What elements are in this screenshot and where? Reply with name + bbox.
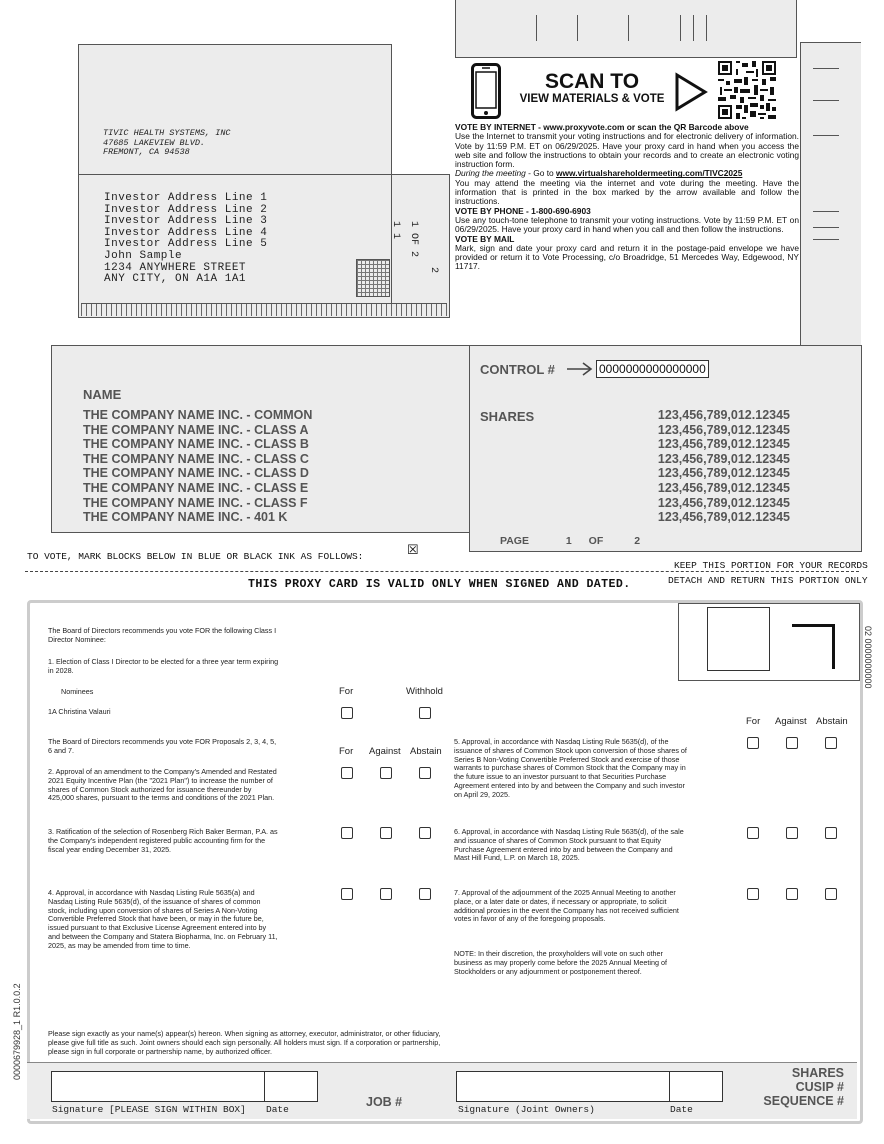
for-header: For <box>339 686 354 697</box>
company-name-row: THE COMPANY NAME INC. - CLASS B <box>83 437 309 452</box>
proposal-3: 3. Ratification of the selection of Rosenberg Rich Baker Berman, P.A. as the Company's independent registered public accounting firm for the fiscal year ending December 31, 2025. <box>48 827 278 854</box>
control-number: 0000000000000000 <box>596 360 709 378</box>
side-code-left-text: 0000679928_1 R1.0.0.2 <box>12 983 22 1080</box>
proposal-4: 4. Approval, in accordance with Nasdaq Listing Rule 5635(a) and Nasdaq Listing Rule 5635(d), of the issuance of shares of common stock, including upon conversion of shares of Series A Non-Voting Convertible Preferred Stock that have been, or may in the future be, issued pursuant to that Exclusive License Agreement entered into by and between the Company and Statera Biopharma, Inc. on February 11, 2025, as may be amended from time to time. <box>48 888 278 950</box>
company-address-line: 47685 LAKEVIEW BLVD. <box>103 137 206 148</box>
proposal-3-abstain-checkbox[interactable] <box>419 827 431 839</box>
ballot-id-box <box>678 603 860 681</box>
page-num: 1 <box>565 535 572 547</box>
detach-line <box>25 571 859 572</box>
company-name-row: THE COMPANY NAME INC. - 401 K <box>83 510 288 525</box>
proposal-5-abstain-checkbox[interactable] <box>825 737 837 749</box>
job-label: JOB # <box>366 1095 403 1109</box>
detach-portion-text: DETACH AND RETURN THIS PORTION ONLY <box>668 575 868 586</box>
board-recommendation-1: The Board of Directors recommends you vote FOR the following Class I Director Nominee: <box>48 626 277 644</box>
date-label: Date <box>266 1104 289 1115</box>
proposal-6-abstain-checkbox[interactable] <box>825 827 837 839</box>
investor-address-line: Investor Address Line 2 <box>104 203 268 216</box>
joint-date-box[interactable] <box>669 1071 723 1102</box>
meeting-mid: - Go to <box>525 168 557 179</box>
nominee-1a-for-checkbox[interactable] <box>341 707 353 719</box>
share-amount: 123,456,789,012.12345 <box>657 466 790 481</box>
page-label: PAGE <box>500 535 529 547</box>
proposal-7-abstain-checkbox[interactable] <box>825 888 837 900</box>
side-page-marker-c <box>428 267 439 273</box>
valid-notice: THIS PROXY CARD IS VALID ONLY WHEN SIGNED AND DATED. <box>248 578 631 591</box>
qr-code-icon[interactable] <box>716 59 778 121</box>
mark-example-icon: ☒ <box>407 542 419 557</box>
share-amount: 123,456,789,012.12345 <box>657 437 790 452</box>
signature-box[interactable] <box>51 1071 265 1102</box>
company-name-row: THE COMPANY NAME INC. - CLASS E <box>83 480 309 495</box>
name-label: NAME <box>83 387 122 402</box>
investor-address-line: Investor Address Line 4 <box>104 226 268 239</box>
date-box[interactable] <box>264 1071 318 1102</box>
company-name-row: THE COMPANY NAME INC. - CLASS F <box>83 495 308 510</box>
control-label: CONTROL # <box>480 362 555 377</box>
share-amount: 123,456,789,012.12345 <box>657 451 790 466</box>
holdings-control-box <box>469 345 862 552</box>
item-1-text: 1. Election of Class I Director to be elected for a three year term expiring in 2028. <box>48 657 279 675</box>
proposal-5: 5. Approval, in accordance with Nasdaq Listing Rule 5635(d), of the issuance of shares of Common Stock upon conversion of those shares of Series B Non-Voting Convertible Preferred Stock and exercise of those warrants to purchase shares of Common Stock that the Company may in the future issue to an investor pursuant to that Securities Purchase Agreement entered into by and between the Company and such investor on April 29, 2025. <box>454 737 687 799</box>
side-page-marker <box>408 221 419 257</box>
share-amount: 123,456,789,012.12345 <box>657 510 790 525</box>
side-code-left <box>12 983 22 1080</box>
mark-instruction: TO VOTE, MARK BLOCKS BELOW IN BLUE OR BLACK INK AS FOLLOWS: <box>27 551 364 562</box>
share-amount: 123,456,789,012.12345 <box>657 422 790 437</box>
proposal-2-for-checkbox[interactable] <box>341 767 353 779</box>
investor-street: 1234 ANYWHERE STREET <box>104 261 247 274</box>
investor-address-line: Investor Address Line 1 <box>104 192 268 204</box>
proposal-4-for-checkbox[interactable] <box>341 888 353 900</box>
meeting-link[interactable]: www.virtualshareholdermeeting.com/TIVC2025 <box>556 168 743 179</box>
scan-title: SCAN TO <box>544 70 640 93</box>
mail-heading: VOTE BY MAIL <box>455 233 515 244</box>
for-header-3: For <box>746 716 761 727</box>
board-recommendation-2: The Board of Directors recommends you vote FOR Proposals 2, 3, 4, 5, 6 and 7. <box>48 737 277 755</box>
proposal-7-against-checkbox[interactable] <box>786 888 798 900</box>
keep-portion-text: KEEP THIS PORTION FOR YOUR RECORDS <box>674 560 868 571</box>
play-arrow-icon <box>674 72 708 117</box>
nominee-1a: 1A Christina Valauri <box>48 707 111 716</box>
top-barcode-strip <box>455 0 797 58</box>
share-amount: 123,456,789,012.12345 <box>657 408 790 422</box>
proposal-4-against-checkbox[interactable] <box>380 888 392 900</box>
phone-text: Use any touch-tone telephone to transmit your voting instructions. Vote by 11:59 P.M. ET on 06/29/2025. Have your proxy card in hand when you call and then follow the instructions. <box>455 214 799 235</box>
holdings-name-box <box>51 345 471 533</box>
proposal-2-abstain-checkbox[interactable] <box>419 767 431 779</box>
mail-text: Mark, sign and date your proxy card and return it in the postage-paid envelope we have provided or return it to Vote Processing, c/o Broadridge, 51 Mercedes Way, Edgewood, NY 11717. <box>455 242 799 272</box>
cusip-footer-label: CUSIP # <box>795 1080 844 1094</box>
grid-square <box>356 259 390 297</box>
side-page-text-c: 2 <box>428 267 439 274</box>
investor-address-line: Investor Address Line 5 <box>104 238 268 251</box>
side-page-text: 1 OF 2 <box>408 221 419 258</box>
joint-date-label: Date <box>670 1104 693 1115</box>
shares-label: SHARES <box>480 409 535 424</box>
joint-signature-box[interactable] <box>456 1071 670 1102</box>
internet-heading: VOTE BY INTERNET - www.proxyvote.com or scan the QR Barcode above <box>455 122 749 132</box>
company-address-line: FREMONT, CA 94538 <box>103 147 190 157</box>
company-name-row: THE COMPANY NAME INC. - CLASS A <box>83 422 309 437</box>
proposal-5-against-checkbox[interactable] <box>786 737 798 749</box>
against-header: Against <box>369 746 401 757</box>
withhold-header: Withhold <box>406 686 443 697</box>
signature-label: Signature [PLEASE SIGN WITHIN BOX] <box>52 1104 246 1115</box>
side-code-right <box>863 626 873 689</box>
proposal-6: 6. Approval, in accordance with Nasdaq Listing Rule 5635(d), of the sale and issuance of shares of Common Stock pursuant to that Equity Purchase Agreement entered into by and between the Company and Mast Hill Fund, L.P. on March 18, 2025. <box>454 827 684 863</box>
investor-address-box <box>78 174 450 318</box>
company-address-line: TIVIC HEALTH SYSTEMS, INC <box>103 128 231 138</box>
side-code-right-text: 02 0000000000 <box>863 626 873 689</box>
internet-text: Use the Internet to transmit your voting instructions and for electronic delivery of information. Vote by 11:59 P.M. ET on 06/29/2025. Have your proxy card in hand when you access the web site and follow the instructions to obtain your records and to create an electronic voting instruction form. <box>455 131 799 170</box>
scan-subtitle: VIEW MATERIALS & VOTE <box>519 93 665 105</box>
proposal-5-for-checkbox[interactable] <box>747 737 759 749</box>
abstain-header-2: Abstain <box>816 716 848 727</box>
page-indicator <box>500 535 640 547</box>
discretion-note: NOTE: In their discretion, the proxyholders will vote on such other business as may properly come before the 2025 Annual Meeting of Stockholders or any adjournment or postponement thereof. <box>454 949 667 976</box>
corner-mark <box>792 624 835 669</box>
for-header-2: For <box>339 746 354 757</box>
return-address-box <box>78 44 392 176</box>
ruler-ticks <box>81 303 447 316</box>
side-page-marker-b <box>390 221 401 239</box>
investor-address-line: Investor Address Line 3 <box>104 215 268 228</box>
right-side-strip <box>800 42 861 346</box>
signing-instructions: Please sign exactly as your name(s) appear(s) hereon. When signing as attorney, executor, administrator, or other fiduciary, please give full title as such. Joint owners should each sign personally. All holders must sign. If a corporation or partnership, please sign in full corporate or partnership name, by authorized officer. <box>48 1029 441 1056</box>
against-header-2: Against <box>775 716 807 727</box>
arrow-right-icon <box>566 362 594 381</box>
proposal-3-against-checkbox[interactable] <box>380 827 392 839</box>
meeting-text: You may attend the meeting via the internet and vote during the meeting. Have the information that is printed in the box marked by the arrow available and follow the instructions. <box>455 177 799 207</box>
proposal-4-abstain-checkbox[interactable] <box>419 888 431 900</box>
phone-icon <box>471 63 501 119</box>
company-name-row: THE COMPANY NAME INC. - CLASS D <box>83 466 309 481</box>
shares-footer-label: SHARES <box>791 1066 844 1080</box>
proposal-3-for-checkbox[interactable] <box>341 827 353 839</box>
side-page-text-b: 1 1 <box>390 221 401 240</box>
company-name-row: THE COMPANY NAME INC. - COMMON <box>83 408 313 422</box>
phone-heading: VOTE BY PHONE - 1-800-690-6903 <box>455 205 591 216</box>
proposal-6-for-checkbox[interactable] <box>747 827 759 839</box>
share-amount: 123,456,789,012.12345 <box>657 495 790 510</box>
share-amount: 123,456,789,012.12345 <box>657 480 790 495</box>
nominee-1a-withhold-checkbox[interactable] <box>419 707 431 719</box>
abstain-header: Abstain <box>410 746 442 757</box>
proposal-2-against-checkbox[interactable] <box>380 767 392 779</box>
page-of: OF <box>588 535 604 547</box>
company-name-row: THE COMPANY NAME INC. - CLASS C <box>83 451 309 466</box>
proposal-2: 2. Approval of an amendment to the Company's Amended and Restated 2021 Equity Incentive Plan (the "2021 Plan") to increase the number of shares of Common Stock authorized for issuance thereunder by 425,000 shares, pursuant to the terms and conditions of the 2021 Plan. <box>48 767 277 803</box>
proposal-7: 7. Approval of the adjournment of the 2025 Annual Meeting to another place, or a later date or dates, if necessary or appropriate, to solicit additional proxies in the event the Company has not received sufficient votes in favor of any of the foregoing proposals. <box>454 888 679 924</box>
investor-city: ANY CITY, ON A1A 1A1 <box>104 273 247 286</box>
proposal-7-for-checkbox[interactable] <box>747 888 759 900</box>
investor-name: John Sample <box>104 249 183 262</box>
proposal-6-against-checkbox[interactable] <box>786 827 798 839</box>
nominees-label: Nominees <box>61 687 94 696</box>
page-total: 2 <box>634 535 641 547</box>
sequence-footer-label: SEQUENCE # <box>763 1094 844 1108</box>
voting-instructions <box>455 123 799 272</box>
joint-signature-label: Signature (Joint Owners) <box>458 1104 595 1115</box>
meeting-prefix: During the meeting <box>455 168 526 179</box>
